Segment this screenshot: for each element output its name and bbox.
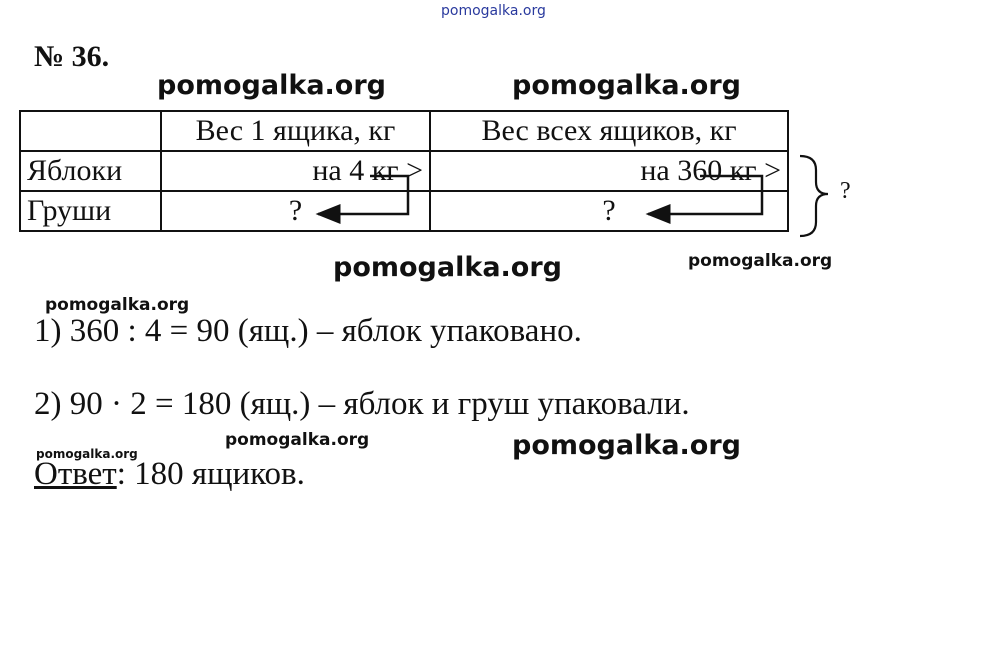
- row-label: Яблоки: [20, 151, 161, 191]
- table-row: [20, 191, 788, 231]
- watermark: pomogalka.org: [512, 430, 741, 461]
- table-header-row: [20, 111, 788, 151]
- answer-text: : 180 ящиков.: [116, 456, 305, 492]
- watermark: pomogalka.org: [225, 430, 370, 450]
- table-cell: на 360 кг >: [430, 151, 788, 191]
- watermark-top: pomogalka.org: [441, 3, 546, 19]
- task-number: № 36.: [34, 40, 110, 73]
- answer-line: [34, 456, 305, 493]
- watermark: pomogalka.org: [688, 251, 833, 271]
- table-header-cell: [20, 111, 161, 151]
- watermark: pomogalka.org: [45, 295, 190, 315]
- table-header-cell: Вес 1 ящика, кг: [161, 111, 430, 151]
- watermark: pomogalka.org: [36, 447, 138, 461]
- watermark: pomogalka.org: [157, 70, 386, 101]
- table-cell: ?: [430, 191, 788, 231]
- answer-label: Ответ: [34, 456, 117, 492]
- solution-step-2: 2) 90 · 2 = 180 (ящ.) – яблок и груш упаковали.: [34, 386, 690, 422]
- watermark: pomogalka.org: [333, 252, 562, 283]
- table-header-cell: Вес всех ящиков, кг: [430, 111, 788, 151]
- solution-step-1: 1) 360 : 4 = 90 (ящ.) – яблок упаковано.: [34, 313, 582, 349]
- data-table: [19, 110, 789, 232]
- table-cell: ?: [161, 191, 430, 231]
- watermark: pomogalka.org: [512, 70, 741, 101]
- row-label: Груши: [20, 191, 161, 231]
- table-cell: на 4 кг >: [161, 151, 430, 191]
- curly-brace: [800, 156, 828, 236]
- brace-question: ?: [840, 178, 851, 204]
- table-row: [20, 151, 788, 191]
